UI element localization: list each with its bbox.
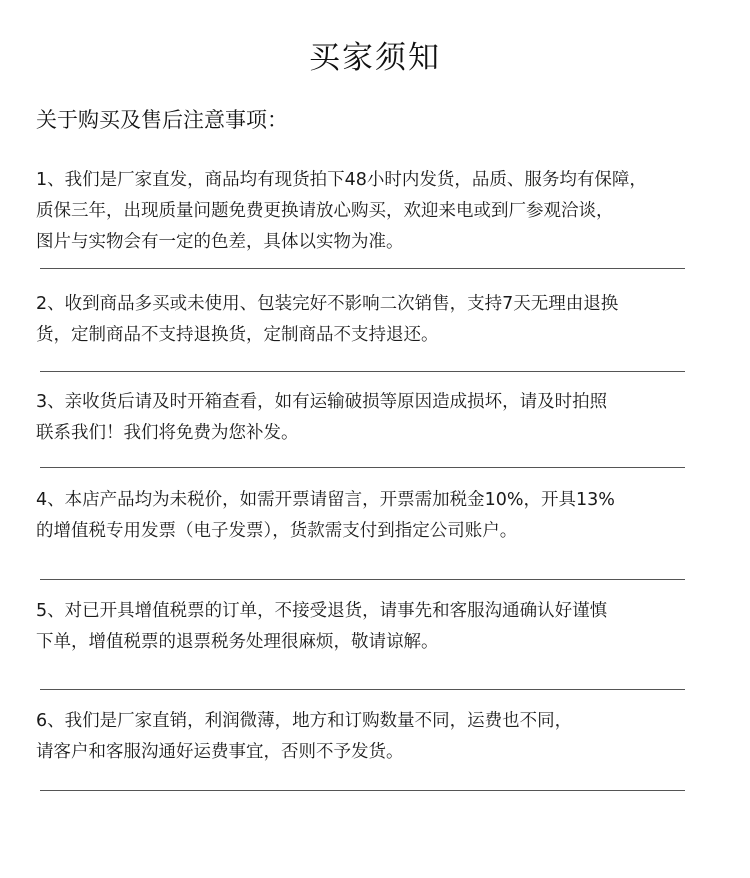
notice-line: 联系我们！我们将免费为您补发。 — [36, 423, 299, 443]
notice-item-6 — [36, 706, 726, 768]
notice-line: 下单，增值税票的退票税务处理很麻烦，敬请谅解。 — [36, 632, 439, 652]
page-title: 买家须知 — [309, 40, 441, 76]
notice-line: 4、本店产品均为未税价，如需开票请留言，开票需加税金10%，开具13% — [36, 490, 615, 510]
notice-item-2 — [36, 289, 726, 351]
notice-line: 质保三年，出现质量问题免费更换请放心购买，欢迎来电或到厂参观洽谈， — [36, 201, 614, 221]
notice-item-4 — [36, 485, 726, 547]
notice-item-3 — [36, 387, 726, 449]
notice-line: 的增值税专用发票（电子发票），货款需支付到指定公司账户。 — [36, 521, 518, 541]
notice-line: 1、我们是厂家直发，商品均有现货拍下48小时内发货，品质、服务均有保障， — [36, 170, 647, 190]
notice-line: 6、我们是厂家直销，利润微薄，地方和订购数量不同，运费也不同， — [36, 711, 573, 731]
divider — [40, 371, 685, 372]
section-subtitle: 关于购买及售后注意事项： — [36, 108, 288, 132]
notice-line: 3、亲收货后请及时开箱查看，如有运输破损等原因造成损坏，请及时拍照 — [36, 392, 608, 412]
divider — [40, 579, 685, 580]
divider — [40, 467, 685, 468]
notice-line: 5、对已开具增值税票的订单，不接受退货，请事先和客服沟通确认好谨慎 — [36, 601, 608, 621]
divider — [40, 790, 685, 791]
notice-line: 请客户和客服沟通好运费事宜，否则不予发货。 — [36, 742, 404, 762]
divider — [40, 689, 685, 690]
notice-line: 图片与实物会有一定的色差，具体以实物为准。 — [36, 232, 404, 252]
notice-line: 2、收到商品多买或未使用、包装完好不影响二次销售，支持7天无理由退换 — [36, 294, 619, 314]
divider — [40, 268, 685, 269]
notice-item-5 — [36, 596, 726, 658]
notice-line: 货，定制商品不支持退换货，定制商品不支持退还。 — [36, 325, 439, 345]
notice-item-1 — [36, 165, 726, 258]
